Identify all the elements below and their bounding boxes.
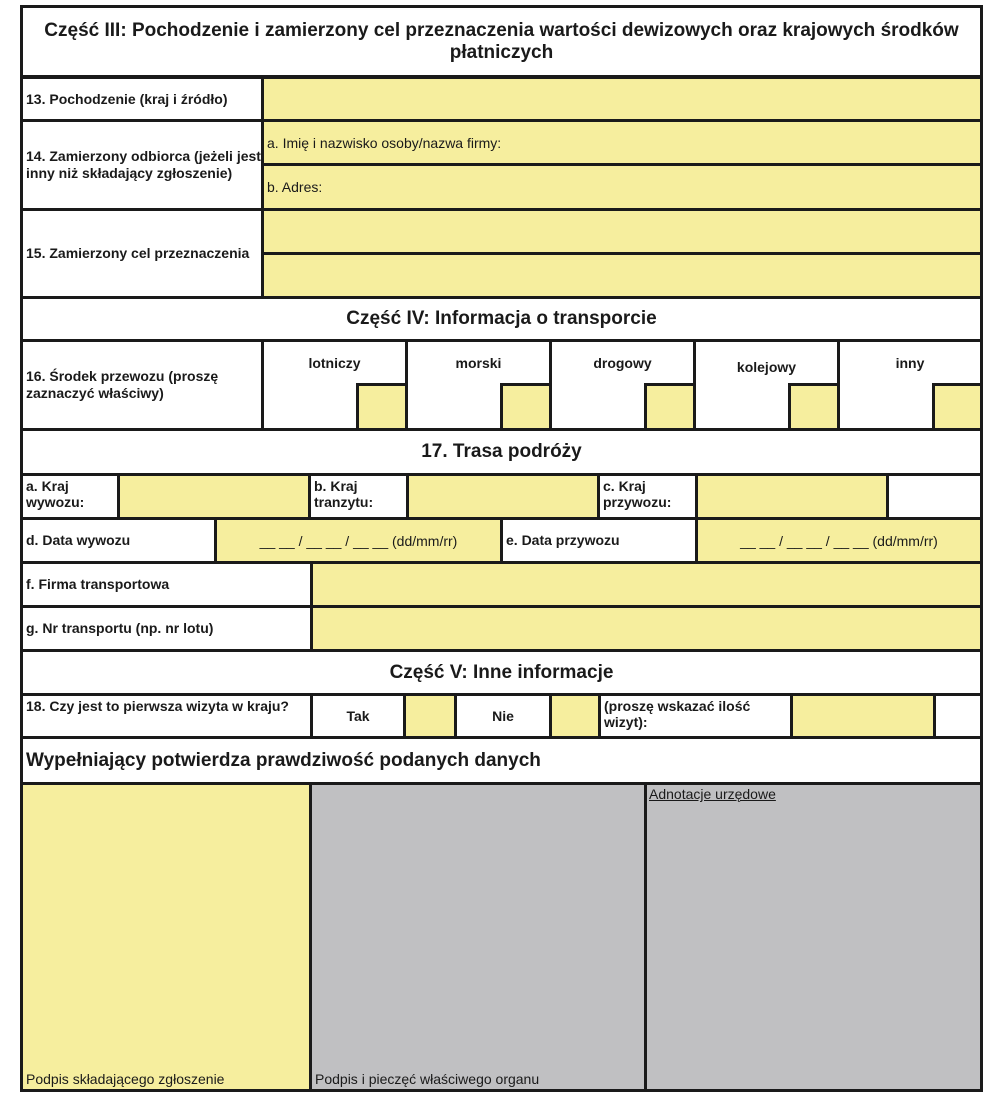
transport-label: 16. Środek przewozu (proszę zaznaczyć właściwy) bbox=[20, 339, 264, 431]
official-notes-field bbox=[644, 782, 983, 1092]
import-date-field[interactable] bbox=[695, 517, 983, 564]
part4-title: Część IV: Informacja o transporcie bbox=[20, 296, 983, 342]
mode-drogowy-label: drogowy bbox=[593, 355, 652, 371]
visits-count-extra bbox=[933, 693, 983, 739]
mode-inny-label: inny bbox=[895, 355, 925, 371]
export-country-label: a. Kraj wywozu: bbox=[20, 473, 120, 520]
export-date-label: d. Data wywozu bbox=[20, 517, 217, 564]
declarant-signature-field[interactable] bbox=[20, 782, 312, 1092]
purpose-field-1[interactable] bbox=[261, 208, 983, 255]
authority-signature-field bbox=[309, 782, 647, 1092]
checkbox-morski[interactable] bbox=[500, 383, 552, 431]
import-country-label: c. Kraj przywozu: bbox=[597, 473, 698, 520]
carrier-label: f. Firma transportowa bbox=[20, 561, 313, 608]
carrier-field[interactable] bbox=[310, 561, 983, 608]
import-date-label: e. Data przywozu bbox=[500, 517, 698, 564]
declarant-signature-label: Podpis składającego zgłoszenie bbox=[26, 1071, 225, 1087]
transport-number-label: g. Nr transportu (np. nr lotu) bbox=[20, 605, 313, 652]
purpose-label: 15. Zamierzony cel przeznaczenia bbox=[20, 208, 264, 299]
first-visit-label: 18. Czy jest to pierwsza wizyta w kraju? bbox=[20, 693, 313, 739]
origin-label: 13. Pochodzenie (kraj i źródło) bbox=[20, 76, 264, 122]
visits-count-field[interactable] bbox=[790, 693, 936, 739]
part3-title: Część III: Pochodzenie i zamierzony cel przeznaczenia wartości dewizowych oraz krajowych środków płatniczych bbox=[20, 5, 983, 78]
import-country-field[interactable] bbox=[695, 473, 889, 520]
export-country-field[interactable] bbox=[117, 473, 311, 520]
transit-country-field[interactable] bbox=[406, 473, 600, 520]
checkbox-inny[interactable] bbox=[932, 383, 983, 431]
recipient-address-field[interactable] bbox=[261, 163, 983, 211]
mode-morski-label: morski bbox=[455, 355, 502, 371]
purpose-field-2[interactable] bbox=[261, 252, 983, 299]
yes-checkbox[interactable] bbox=[403, 693, 457, 739]
export-date-field[interactable] bbox=[214, 517, 503, 564]
yes-label: Tak bbox=[310, 693, 406, 739]
import-country-extra bbox=[886, 473, 983, 520]
recipient-name-field[interactable] bbox=[261, 119, 983, 166]
checkbox-drogowy[interactable] bbox=[644, 383, 696, 431]
mode-lotniczy-label: lotniczy bbox=[308, 355, 361, 371]
transport-number-field[interactable] bbox=[310, 605, 983, 652]
import-date-format: __ __ / __ __ / __ __ (dd/mm/rr) bbox=[740, 532, 938, 549]
part5-title: Część V: Inne informacje bbox=[20, 649, 983, 696]
export-date-format: __ __ / __ __ / __ __ (dd/mm/rr) bbox=[259, 532, 458, 549]
origin-field[interactable] bbox=[261, 76, 983, 122]
authority-signature-label: Podpis i pieczęć właściwego organu bbox=[315, 1071, 540, 1087]
transit-country-label: b. Kraj tranzytu: bbox=[308, 473, 409, 520]
confirmation-title: Wypełniający potwierdza prawdziwość podanych danych bbox=[20, 736, 983, 785]
recipient-label: 14. Zamierzony odbiorca (jeżeli jest inny niż składający zgłoszenie) bbox=[20, 119, 264, 211]
visits-count-label: (proszę wskazać ilość wizyt): bbox=[598, 693, 793, 739]
route-title: 17. Trasa podróży bbox=[20, 428, 983, 476]
mode-kolejowy-label: kolejowy bbox=[736, 359, 797, 375]
official-notes-label: Adnotacje urzędowe bbox=[649, 786, 776, 802]
no-checkbox[interactable] bbox=[549, 693, 601, 739]
recipient-name-label: a. Imię i nazwisko osoby/nazwa firmy: bbox=[267, 134, 502, 151]
no-label: Nie bbox=[454, 693, 552, 739]
checkbox-lotniczy[interactable] bbox=[356, 383, 408, 431]
recipient-address-label: b. Adres: bbox=[267, 179, 323, 195]
checkbox-kolejowy[interactable] bbox=[788, 383, 840, 431]
